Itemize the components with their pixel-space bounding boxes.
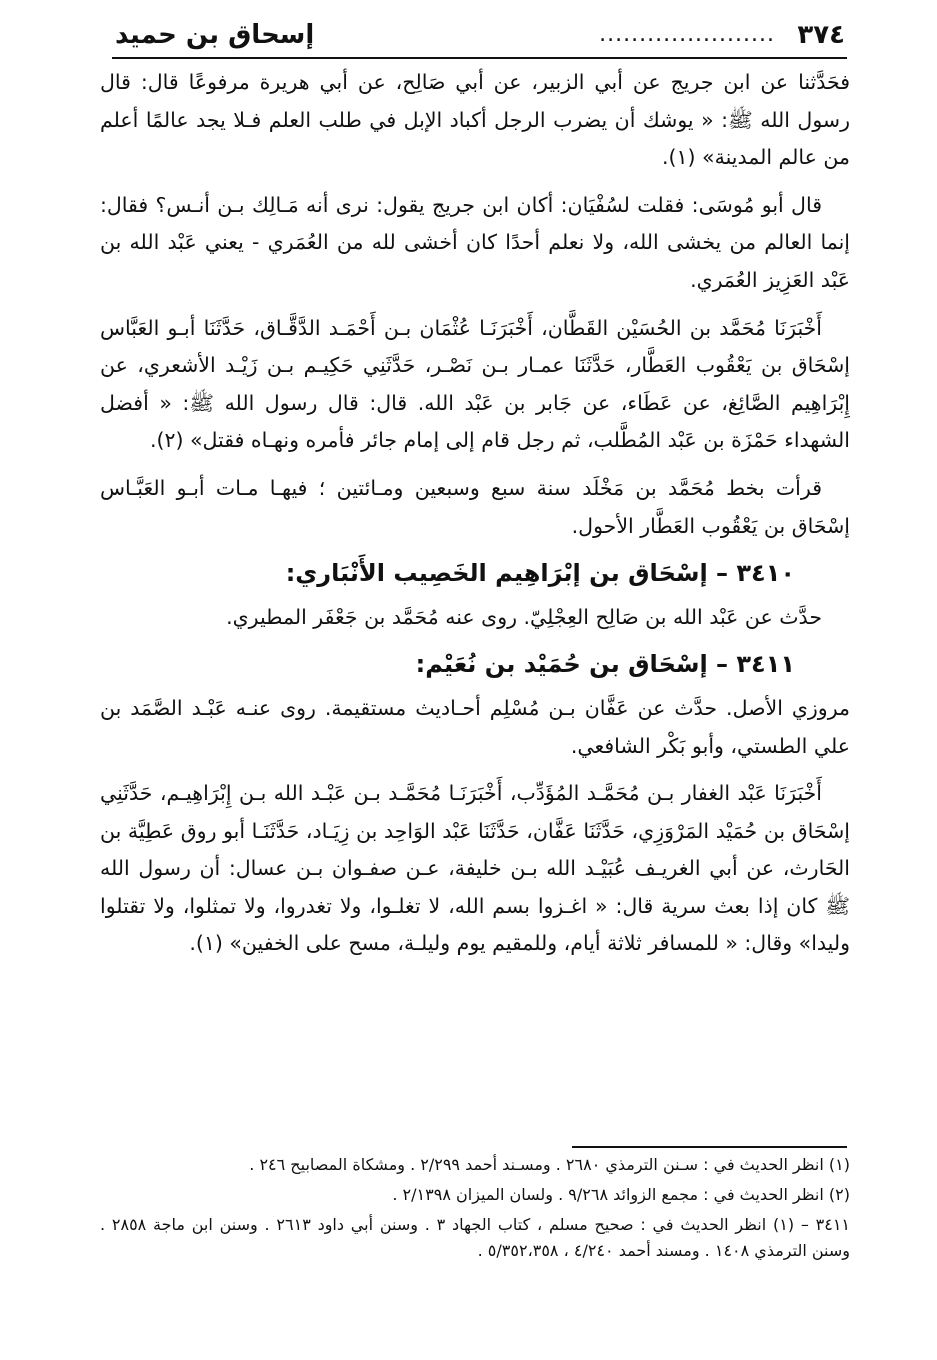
main-text (100, 64, 850, 973)
footnote-rule (572, 1146, 847, 1148)
footnote-3411-1: ٣٤١١ – (١) انظر الحديث في : صحيح مسلم ، كتاب الجهاد ٣ . وسنن أبي داود ٢٦١٣ . وسنن ابن ماجة ٢٨٥٨ . وسنن الترمذي ١٤٠٨ . ومسند أحمد ٤/٢٤٠ ، ٥/٣٥٢،٣٥٨ . (100, 1215, 851, 1260)
paragraph-entry-3410: حدَّث عن عَبْد الله بن صَالِح العِجْلِيّ. روى عنه مُحَمَّد بن جَعْفَر المطيري. (226, 604, 822, 629)
paragraph-hadith-3: أَخْبَرَنَا عَبْد الغفار بـن مُحَمَّـد المُؤَدِّب، أَخْبَرَنَـا مُحَمَّـد بـن عَبْـد الله بـن إِبْرَاهِيـم، حَدَّثَنِي إسْحَاق بن حُمَيْد المَرْوَزِي، حَدَّثَنَا عَفَّان، حَدَّثَنَا عَبْد الوَاحِد بن زِيَـاد، حَدَّثَنَـا أبو روق عَطِيَّة بن الحَارث، عن أبي الغريـف عُبَيْـد الله بـن خليفة، عـن صفـوان بـن عسال: أن رسول الله ﷺ كان إذا بعث سرية قال: « اغـزوا بسم الله، لا تغلـوا، ولا تغدروا، ولا تمثلوا، ولا تقتلوا وليدا» وقال: « للمسافر ثلاثة أيام، وللمقيم يوم وليلـة، مسح على الخفين» (١). (100, 781, 850, 956)
running-header (115, 14, 845, 56)
footnotes (100, 1152, 850, 1268)
paragraph-abu-musa: قال أبو مُوسَى: فقلت لسُفْيَان: أكان ابن جريج يقول: نرى أنه مَـالِك بـن أنـس؟ فقال: إنما العالم من يخشى الله، ولا نعلم أحدًا كان أخشى لله من العُمَري - يعني عَبْد الله بن عَبْد العَزِيز العُمَري. (100, 192, 850, 292)
page-number: ٣٧٤ (797, 20, 845, 50)
header-rule (112, 57, 847, 59)
header-leader-dots: ...................... (599, 22, 775, 47)
footnote-2: (٢) انظر الحديث في : مجمع الزوائد ٩/٢٦٨ . ولسان الميزان ٢/١٣٩٨ . (392, 1185, 850, 1204)
paragraph-note: قرأت بخط مُحَمَّد بن مَخْلَد سنة سبع وسبعين ومـائتين ؛ فيهـا مـات أبـو العَبَّـاس إسْحَاق بن يَعْقُوب العَطَّار الأحول. (100, 475, 850, 538)
running-title: إسحاق بن حميد (115, 20, 315, 50)
entry-heading-3410: ٣٤١٠ – إسْحَاق بن إبْرَاهِيم الخَصِيب الأَنْبَاري: (285, 559, 795, 588)
paragraph-hadith-2: أَخْبَرَنَا مُحَمَّد بن الحُسَيْن القَطَّان، أَخْبَرَنَـا عُثْمَان بـن أَحْمَـد الدَّقَّـاق، حَدَّثَنَا أبـو العَبَّاس إسْحَاق بن يَعْقُوب العَطَّار، حَدَّثَنَا عمـار بـن نَصْـر، حَدَّثَنِي حَكِيـم بـن زَيْـد الأشعري، عن إِبْرَاهِيم الصَّائِغ، عن عَطَاء، عن جَابر بن عَبْد الله. قال: قال رسول الله ﷺ: « أفضل الشهداء حَمْزَة بن عَبْد المُطَّلب، ثم رجل قام إلى إمام جائر فأمره ونهـاه فقتل» (٢). (100, 315, 850, 453)
paragraph-entry-3411: مروزي الأصل. حدَّث عن عَفَّان بـن مُسْلِم أحـاديث مستقيمة. روى عنـه عَبْـد الصَّمَد بن علي الطستي، وأبو بَكْر الشافعي. (100, 695, 850, 758)
paragraph-hadith-1: فحَدَّثنا عن ابن جريج عن أبي الزبير، عن أبي صَالِح، عن أبي هريرة مرفوعًا قال: قال رسول الله ﷺ: « يوشك أن يضرب الرجل أكباد الإبل في طلب العلم فـلا يجد عالمًا أعلم من عالم المدينة» (١). (100, 70, 850, 170)
entry-heading-3411: ٣٤١١ – إسْحَاق بن حُمَيْد بن نُعَيْم: (415, 650, 795, 679)
footnote-1: (١) انظر الحديث في : سـنن الترمذي ٢٦٨٠ . ومسـند أحمد ٢/٢٩٩ . ومشكاة المصابيح ٢٤٦ . (249, 1155, 850, 1174)
